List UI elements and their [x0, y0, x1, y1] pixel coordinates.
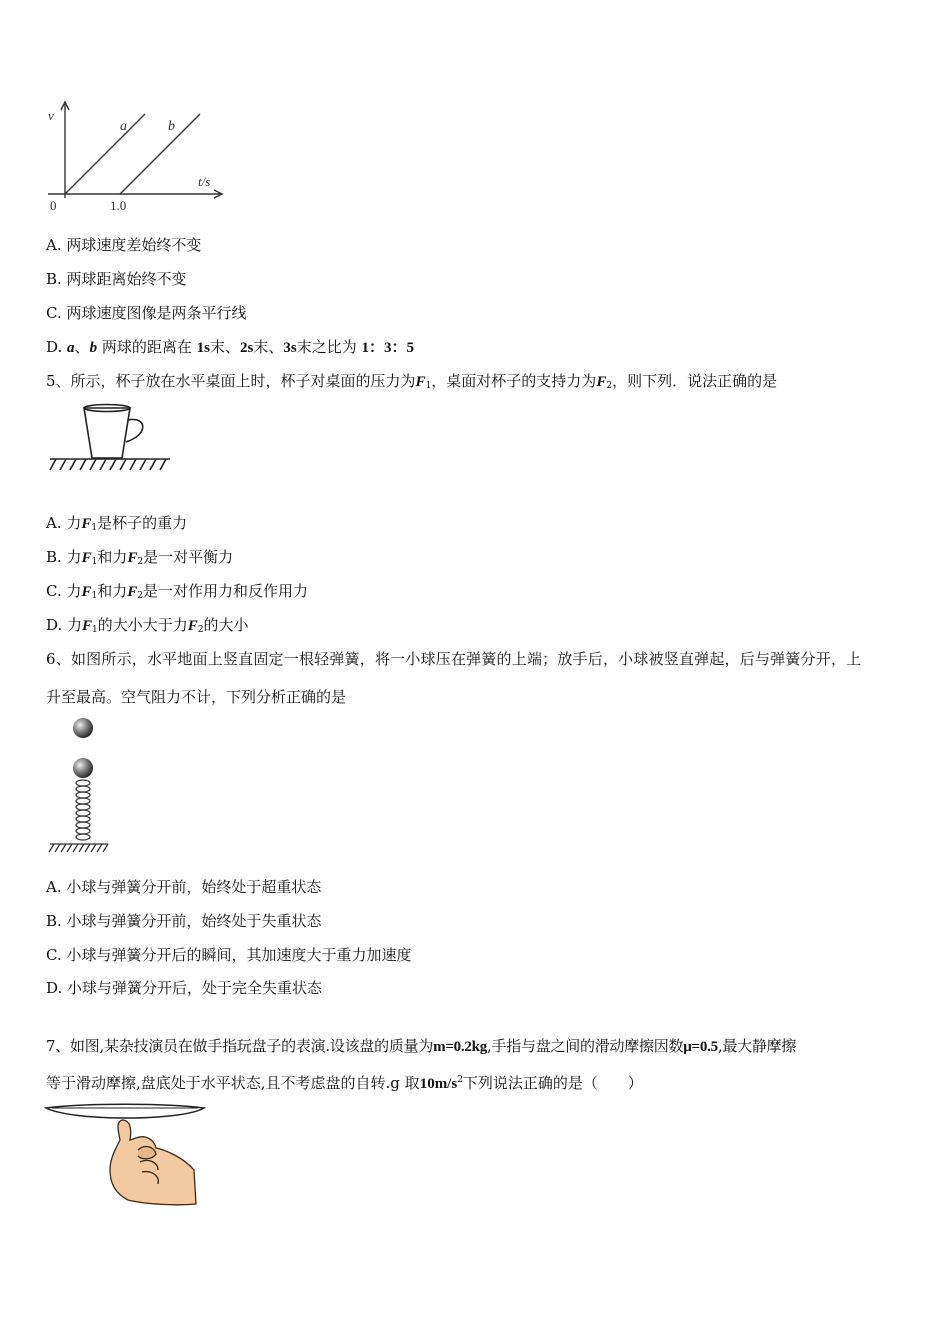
axis-v-label: v: [48, 108, 54, 123]
cup-handle: [126, 419, 143, 442]
q5-b-f2: F: [127, 550, 138, 566]
q4-d-t1: 1s: [196, 340, 210, 356]
q4-d-text1: 两球的距离在: [101, 338, 192, 356]
q7-line1-a: 7、如图,某杂技演员在做手指玩盘子的表演.设该盘的质量为: [46, 1037, 434, 1055]
q5-b-sub1: 1: [91, 557, 98, 567]
q5-d-sub2: 2: [197, 625, 204, 635]
q5-option-a: [46, 512, 187, 533]
q7-g-value: 10m/s: [419, 1076, 458, 1092]
q7-stem-line1: [46, 1035, 796, 1056]
q4-d-text3: 末、: [253, 338, 284, 356]
ball-top: [73, 718, 93, 738]
q7-mu: μ=0.5: [683, 1039, 718, 1055]
origin-label: 0: [50, 198, 57, 213]
q5-option-b: [46, 546, 233, 567]
q6-stem-line1: 6、如图所示，水平地面上竖直固定一根轻弹簧，将一小球压在弹簧的上端；放手后，小球被竖直弹起，后与弹簧分开，上: [46, 650, 862, 668]
q4-option-a: A. 两球速度差始终不变: [46, 236, 202, 254]
q5-c-f2: F: [127, 584, 138, 600]
cup-on-table-figure: [46, 398, 176, 478]
q5-d-pre: D. 力: [46, 616, 83, 634]
q5-stem-b: ，桌面对杯子的支持力为: [431, 372, 597, 390]
ground-hatch: [49, 844, 108, 852]
ball-on-spring: [73, 758, 93, 778]
q5-a-sub: 1: [91, 523, 98, 533]
q5-a-f: F: [81, 516, 92, 532]
table-hatch: [50, 459, 166, 470]
q5-b-f1: F: [81, 550, 92, 566]
spring-coil: [76, 780, 90, 840]
q4-option-b: B. 两球距离始终不变: [46, 270, 187, 288]
line-a: [65, 114, 145, 194]
q5-b-post: 是一对平衡力: [143, 548, 234, 566]
q5-a-post: 是杯子的重力: [97, 514, 188, 532]
q4-d-ratio: 1：3：5: [361, 340, 415, 356]
q5-stem: [46, 370, 777, 391]
q5-stem-c: ，则下列．说法正确的是: [612, 372, 778, 390]
line-a-label: a: [120, 119, 127, 134]
q5-b-mid: 和力: [97, 548, 128, 566]
q7-line2-a: 等于滑动摩擦,盘底处于水平状态,且不考虑盘的自转.g 取: [46, 1074, 420, 1092]
q7-mass: m=0.2kg: [433, 1039, 487, 1055]
q4-d-prefix: D.: [46, 338, 63, 356]
q7-stem-line2: [46, 1072, 643, 1093]
line-b: [120, 114, 200, 194]
q6-option-c: C. 小球与弹簧分开后的瞬间，其加速度大于重力加速度: [46, 946, 412, 964]
q5-f1: F: [415, 374, 426, 390]
line-b-label: b: [168, 119, 175, 134]
cup-body: [84, 408, 130, 458]
q4-d-text2: 末、: [209, 338, 240, 356]
q5-f2: F: [596, 374, 607, 390]
spring-ball-figure: [46, 714, 116, 856]
q7-line1-c: ,最大静摩擦: [717, 1037, 797, 1055]
plate-on-finger-figure: [44, 1100, 208, 1212]
q5-b-pre: B. 力: [46, 548, 82, 566]
q5-c-sub1: 1: [91, 591, 98, 601]
q7-line1-b: ,手指与盘之间的滑动摩擦因数: [486, 1037, 684, 1055]
q6-option-a: A. 小球与弹簧分开前，始终处于超重状态: [46, 878, 322, 896]
plate: [46, 1104, 204, 1118]
q5-c-sub2: 2: [137, 591, 143, 601]
q4-d-text4: 末之比为: [296, 338, 357, 356]
q5-option-c: [46, 580, 308, 601]
q5-c-pre: C. 力: [46, 582, 82, 600]
q5-d-f2: F: [187, 618, 198, 634]
q5-stem-a: 5、所示，杯子放在水平桌面上时，杯子对桌面的压力为: [46, 372, 416, 390]
tick-label: 1.0: [110, 198, 127, 213]
q7-g-sup: 2: [457, 1075, 463, 1085]
q5-f2-sub: 2: [606, 381, 613, 391]
q4-d-b: b: [89, 340, 98, 356]
q6-option-b: B. 小球与弹簧分开前，始终处于失重状态: [46, 912, 322, 930]
q5-c-mid: 和力: [97, 582, 128, 600]
q4-option-d: [46, 336, 414, 357]
q5-d-mid: 的大小大于力: [97, 616, 188, 634]
q5-d-f1: F: [82, 618, 93, 634]
q4-d-t2: 2s: [240, 340, 254, 356]
q5-c-f1: F: [81, 584, 92, 600]
q4-d-t3: 3s: [283, 340, 297, 356]
q5-d-sub1: 1: [92, 625, 98, 635]
q5-a-pre: A. 力: [46, 514, 82, 532]
q6-option-d: D. 小球与弹簧分开后，处于完全失重状态: [46, 979, 323, 997]
q4-d-a: a: [67, 340, 75, 356]
vt-graph-figure: [40, 98, 230, 216]
q6-stem-line2: 升至最高。空气阻力不计，下列分析正确的是: [46, 688, 347, 706]
q5-d-post: 的大小: [203, 616, 249, 634]
q4-d-sep: 、: [74, 338, 90, 356]
q7-line2-b: 下列说法正确的是（ ）: [462, 1074, 643, 1092]
q5-c-post: 是一对作用力和反作用力: [143, 582, 309, 600]
q5-option-d: [46, 614, 249, 635]
q4-option-c: C. 两球速度图像是两条平行线: [46, 304, 247, 322]
q5-f1-sub: 1: [425, 381, 432, 391]
q5-b-sub2: 2: [137, 557, 144, 567]
axis-t-label: t/s: [198, 174, 211, 189]
